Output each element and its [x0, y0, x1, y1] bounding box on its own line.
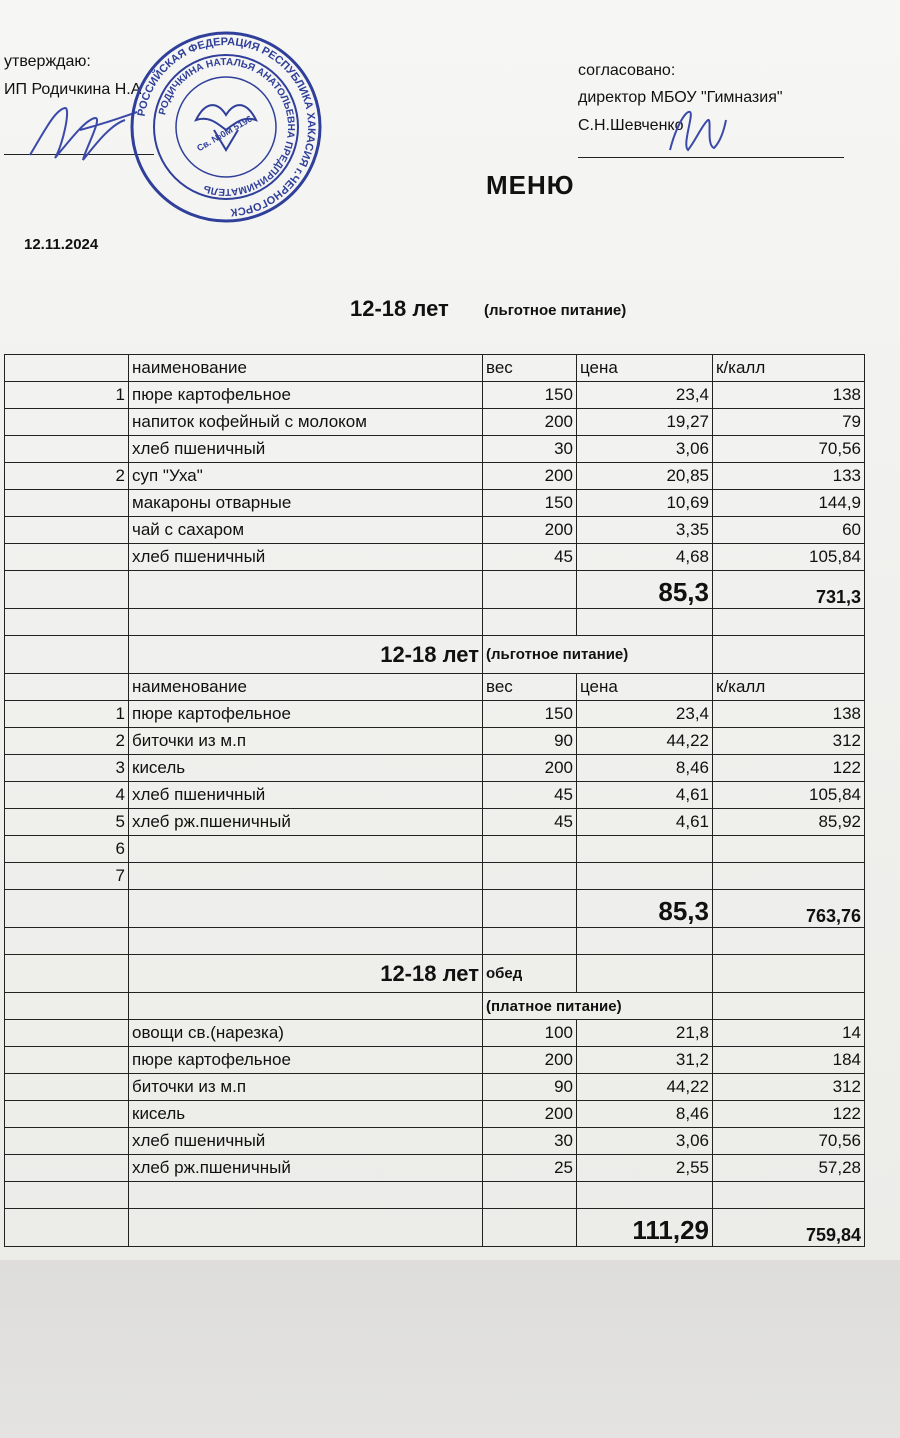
- item-weight-cell: 90: [483, 728, 577, 755]
- section-empty-cell: [713, 955, 865, 993]
- table-row: [5, 1074, 865, 1101]
- item-number-cell: 5: [5, 809, 129, 836]
- header-name-cell: наименование: [129, 674, 483, 701]
- header-price-cell: цена: [577, 674, 713, 701]
- item-kcal-cell: 105,84: [713, 782, 865, 809]
- table-row: [5, 836, 865, 863]
- section2-title-row: [5, 636, 865, 674]
- item-number-cell: 4: [5, 782, 129, 809]
- item-kcal-cell: 138: [713, 701, 865, 728]
- section2-title-cell: 12-18 лет: [129, 636, 483, 674]
- section-empty-cell: [713, 636, 865, 674]
- item-number-cell: [5, 1074, 129, 1101]
- empty-cell: [483, 928, 577, 955]
- total-price-cell: 85,3: [577, 890, 713, 928]
- empty-cell: [129, 609, 483, 636]
- item-name-cell: пюре картофельное: [129, 701, 483, 728]
- item-weight-cell: 45: [483, 809, 577, 836]
- item-number-cell: [5, 1128, 129, 1155]
- section-empty-cell: [5, 993, 129, 1020]
- director-name: С.Н.Шевченко: [578, 117, 684, 134]
- item-kcal-cell: 70,56: [713, 436, 865, 463]
- total-empty-cell: [129, 890, 483, 928]
- item-price-cell: 3,06: [577, 1128, 713, 1155]
- item-name-cell: хлеб пшеничный: [129, 782, 483, 809]
- section3-subtitle-row: [5, 993, 865, 1020]
- section3-title-cell: 12-18 лет: [129, 955, 483, 993]
- item-weight-cell: 200: [483, 1101, 577, 1128]
- item-number-cell: [5, 436, 129, 463]
- official-stamp: [126, 30, 326, 225]
- item-weight-cell: 100: [483, 1020, 577, 1047]
- empty-cell: [5, 609, 129, 636]
- item-weight-cell: 200: [483, 409, 577, 436]
- item-kcal-cell: 122: [713, 1101, 865, 1128]
- item-price-cell: 4,68: [577, 544, 713, 571]
- item-weight-cell: 200: [483, 517, 577, 544]
- header-number-cell: [5, 355, 129, 382]
- item-kcal-cell: 85,92: [713, 809, 865, 836]
- item-kcal-cell: 79: [713, 409, 865, 436]
- item-kcal-cell: 312: [713, 1074, 865, 1101]
- empty-cell: [577, 1182, 713, 1209]
- table-surface: [0, 1260, 900, 1438]
- item-price-cell: 21,8: [577, 1020, 713, 1047]
- item-price-cell: [577, 836, 713, 863]
- menu-date: 12.11.2024: [24, 236, 99, 253]
- table-row: [5, 782, 865, 809]
- header-number-cell: [5, 674, 129, 701]
- item-kcal-cell: 184: [713, 1047, 865, 1074]
- item-price-cell: 44,22: [577, 1074, 713, 1101]
- item-name-cell: кисель: [129, 1101, 483, 1128]
- table-row: [5, 755, 865, 782]
- item-number-cell: 7: [5, 863, 129, 890]
- empty-row: [5, 1182, 865, 1209]
- item-weight-cell: 200: [483, 755, 577, 782]
- table-row: [5, 463, 865, 490]
- item-price-cell: 3,35: [577, 517, 713, 544]
- total-empty-cell: [483, 890, 577, 928]
- table-row: [5, 436, 865, 463]
- item-number-cell: 1: [5, 701, 129, 728]
- svg-text:РОДИЧКИНА НАТАЛЬЯ АНАТОЛЬЕВНА: РОДИЧКИНА НАТАЛЬЯ АНАТОЛЬЕВНА ПРЕДПРИНИМАТЕЛЬ: [157, 56, 297, 198]
- item-weight-cell: [483, 836, 577, 863]
- item-name-cell: чай с сахаром: [129, 517, 483, 544]
- section3-paid-cell: (платное питание): [483, 993, 713, 1020]
- empty-cell: [713, 928, 865, 955]
- item-weight-cell: 30: [483, 1128, 577, 1155]
- item-name-cell: хлеб пшеничный: [129, 544, 483, 571]
- item-weight-cell: 30: [483, 436, 577, 463]
- item-price-cell: 20,85: [577, 463, 713, 490]
- section-empty-cell: [5, 636, 129, 674]
- item-price-cell: 23,4: [577, 382, 713, 409]
- header-name-cell: наименование: [129, 355, 483, 382]
- item-name-cell: [129, 836, 483, 863]
- table-row: [5, 728, 865, 755]
- table-row: [5, 382, 865, 409]
- table-row: [5, 863, 865, 890]
- total-kcal-cell: 763,76: [713, 890, 865, 928]
- item-number-cell: 2: [5, 728, 129, 755]
- total-kcal-cell: 731,3: [713, 571, 865, 609]
- header-price-cell: цена: [577, 355, 713, 382]
- empty-cell: [5, 928, 129, 955]
- section1-subtitle: (льготное питание): [484, 302, 627, 319]
- empty-cell: [5, 1182, 129, 1209]
- item-number-cell: [5, 1101, 129, 1128]
- section-empty-cell: [129, 993, 483, 1020]
- item-name-cell: пюре картофельное: [129, 1047, 483, 1074]
- item-name-cell: биточки из м.п: [129, 1074, 483, 1101]
- svg-text:Св. №0М 5196: Св. №0М 5196: [195, 113, 254, 154]
- item-name-cell: пюре картофельное: [129, 382, 483, 409]
- section-empty-cell: [577, 955, 713, 993]
- table-row: [5, 1128, 865, 1155]
- table-row: [5, 1155, 865, 1182]
- item-price-cell: 4,61: [577, 809, 713, 836]
- item-name-cell: [129, 863, 483, 890]
- total-empty-cell: [5, 571, 129, 609]
- total-price-cell: 111,29: [577, 1209, 713, 1247]
- approver-name: ИП Родичкина Н.А: [4, 81, 142, 98]
- item-weight-cell: [483, 863, 577, 890]
- table-row: [5, 1020, 865, 1047]
- menu-table: [4, 354, 865, 1247]
- item-kcal-cell: [713, 836, 865, 863]
- header-weight-cell: вес: [483, 674, 577, 701]
- table-row: [5, 517, 865, 544]
- item-name-cell: напиток кофейный с молоком: [129, 409, 483, 436]
- item-weight-cell: 45: [483, 544, 577, 571]
- item-number-cell: [5, 1020, 129, 1047]
- item-price-cell: 8,46: [577, 755, 713, 782]
- item-kcal-cell: 133: [713, 463, 865, 490]
- table-row: [5, 409, 865, 436]
- item-number-cell: 6: [5, 836, 129, 863]
- item-weight-cell: 150: [483, 490, 577, 517]
- item-kcal-cell: 57,28: [713, 1155, 865, 1182]
- item-kcal-cell: 312: [713, 728, 865, 755]
- section-empty-cell: [713, 993, 865, 1020]
- item-weight-cell: 150: [483, 701, 577, 728]
- item-number-cell: [5, 409, 129, 436]
- item-kcal-cell: 70,56: [713, 1128, 865, 1155]
- item-name-cell: хлеб рж.пшеничный: [129, 809, 483, 836]
- item-kcal-cell: 138: [713, 382, 865, 409]
- empty-cell: [483, 1182, 577, 1209]
- empty-row: [5, 928, 865, 955]
- item-name-cell: хлеб пшеничный: [129, 436, 483, 463]
- table-header-row: [5, 674, 865, 701]
- item-name-cell: биточки из м.п: [129, 728, 483, 755]
- approved-label: утверждаю:: [4, 53, 91, 70]
- empty-cell: [129, 928, 483, 955]
- total-row: [5, 1209, 865, 1247]
- item-name-cell: кисель: [129, 755, 483, 782]
- item-price-cell: 19,27: [577, 409, 713, 436]
- table-row: [5, 809, 865, 836]
- item-kcal-cell: 105,84: [713, 544, 865, 571]
- item-number-cell: 2: [5, 463, 129, 490]
- item-name-cell: овощи св.(нарезка): [129, 1020, 483, 1047]
- item-weight-cell: 200: [483, 463, 577, 490]
- total-empty-cell: [483, 571, 577, 609]
- item-name-cell: суп "Уха": [129, 463, 483, 490]
- item-weight-cell: 45: [483, 782, 577, 809]
- item-weight-cell: 150: [483, 382, 577, 409]
- svg-text:РОССИЙСКАЯ ФЕДЕРАЦИЯ РЕСПУБЛИК: РОССИЙСКАЯ ФЕДЕРАЦИЯ РЕСПУБЛИКА ХАКАСИЯ г.ЧЕРНОГОРСК: [135, 35, 318, 218]
- total-empty-cell: [5, 1209, 129, 1247]
- total-empty-cell: [483, 1209, 577, 1247]
- item-price-cell: 4,61: [577, 782, 713, 809]
- empty-cell: [713, 1182, 865, 1209]
- empty-cell: [713, 609, 865, 636]
- item-number-cell: [5, 1155, 129, 1182]
- section3-subtitle-cell: обед: [483, 955, 577, 993]
- item-kcal-cell: 60: [713, 517, 865, 544]
- item-price-cell: 44,22: [577, 728, 713, 755]
- agreed-label: согласовано:: [578, 62, 676, 79]
- director-signature: [660, 100, 730, 160]
- item-name-cell: хлеб рж.пшеничный: [129, 1155, 483, 1182]
- item-price-cell: 31,2: [577, 1047, 713, 1074]
- item-name-cell: хлеб пшеничный: [129, 1128, 483, 1155]
- header-kcal-cell: к/калл: [713, 355, 865, 382]
- item-price-cell: 2,55: [577, 1155, 713, 1182]
- item-weight-cell: 90: [483, 1074, 577, 1101]
- item-weight-cell: 200: [483, 1047, 577, 1074]
- item-price-cell: 23,4: [577, 701, 713, 728]
- table-row: [5, 490, 865, 517]
- table-row: [5, 544, 865, 571]
- total-row: [5, 571, 865, 609]
- item-price-cell: 8,46: [577, 1101, 713, 1128]
- section3-title-row: [5, 955, 865, 993]
- item-number-cell: [5, 1047, 129, 1074]
- section2-subtitle-cell: (льготное питание): [483, 636, 713, 674]
- item-price-cell: 3,06: [577, 436, 713, 463]
- total-price-cell: 85,3: [577, 571, 713, 609]
- table-row: [5, 701, 865, 728]
- page-title: МЕНЮ: [486, 170, 575, 200]
- table-row: [5, 1047, 865, 1074]
- empty-row: [5, 609, 865, 636]
- table-header-row: [5, 355, 865, 382]
- item-weight-cell: 25: [483, 1155, 577, 1182]
- item-kcal-cell: 122: [713, 755, 865, 782]
- item-kcal-cell: 14: [713, 1020, 865, 1047]
- total-kcal-cell: 759,84: [713, 1209, 865, 1247]
- empty-cell: [577, 928, 713, 955]
- item-kcal-cell: 144,9: [713, 490, 865, 517]
- empty-cell: [129, 1182, 483, 1209]
- total-empty-cell: [129, 1209, 483, 1247]
- header-weight-cell: вес: [483, 355, 577, 382]
- empty-cell: [577, 609, 713, 636]
- total-empty-cell: [5, 890, 129, 928]
- total-row: [5, 890, 865, 928]
- item-number-cell: 3: [5, 755, 129, 782]
- item-name-cell: макароны отварные: [129, 490, 483, 517]
- director-title: директор МБОУ "Гимназия": [578, 89, 783, 106]
- item-number-cell: [5, 490, 129, 517]
- section1-title: 12-18 лет: [350, 296, 449, 321]
- empty-cell: [483, 609, 577, 636]
- item-number-cell: [5, 517, 129, 544]
- item-number-cell: 1: [5, 382, 129, 409]
- item-price-cell: [577, 863, 713, 890]
- item-kcal-cell: [713, 863, 865, 890]
- header-kcal-cell: к/калл: [713, 674, 865, 701]
- item-price-cell: 10,69: [577, 490, 713, 517]
- total-empty-cell: [129, 571, 483, 609]
- item-number-cell: [5, 544, 129, 571]
- table-row: [5, 1101, 865, 1128]
- section-empty-cell: [5, 955, 129, 993]
